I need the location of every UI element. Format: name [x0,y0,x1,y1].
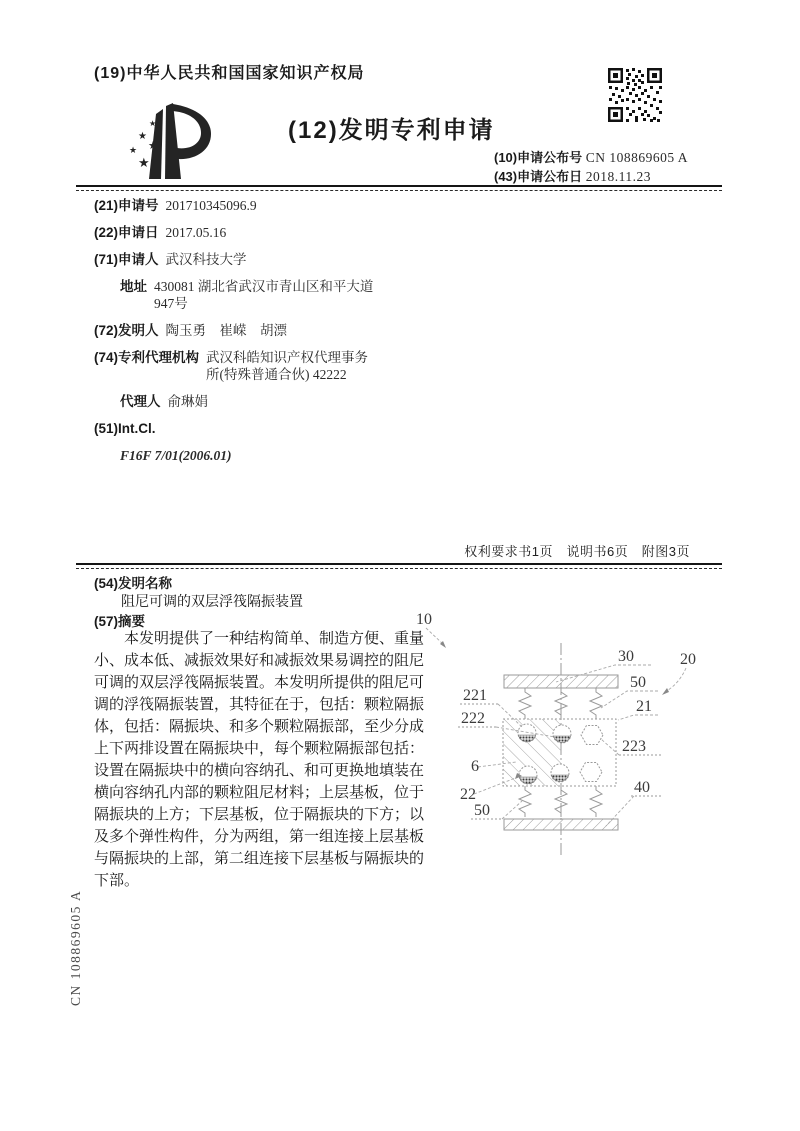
field-label: 代理人 [120,394,161,409]
field-value: 武汉科技大学 [165,252,247,267]
hex-hole [580,763,602,782]
ref-label-222: 222 [461,710,485,727]
field-value: 2017.05.16 [165,225,227,240]
publication-number-label: (10)申请公布号 [494,150,583,165]
field-value: 430081 湖北省武汉市青山区和平大道947号 [154,279,374,311]
cnipa-logo-icon [126,101,216,181]
ref-label-50-bottom: 50 [474,802,490,819]
agency-row [94,349,446,383]
application-date-row [94,224,446,241]
agent-row [94,393,446,410]
abstract-label: (57)摘要 [94,614,146,629]
svg-text:★: ★ [129,145,138,155]
invention-title: 阻尼可调的双层浮筏隔振装置 [121,593,303,609]
field-label: 地址 [120,279,147,294]
section-rule [76,563,722,565]
patent-drawing [408,598,730,865]
field-value: 俞琳娟 [167,394,208,409]
ref-label-6: 6 [471,758,479,775]
svg-text:★: ★ [138,131,147,142]
applicant-row [94,251,446,268]
ipc-class-value: F16F 7/01(2006.01) [120,448,232,463]
publication-date-value: 2018.11.23 [585,169,651,184]
field-label: (74)专利代理机构 [94,350,200,365]
header-rule [76,185,722,187]
field-value: 武汉科皓知识产权代理事务所(特殊普通合伙) 42222 [206,350,369,382]
ref-label-223: 223 [622,738,646,755]
publication-number-value: CN 108869605 A [585,150,689,165]
qr-code-icon [607,67,663,123]
issuing-office-title: (19)中华人民共和国国家知识产权局 [94,65,365,82]
svg-text:★: ★ [138,155,150,170]
applicant-address-row [94,278,446,312]
publication-date-label: (43)申请公布日 [494,169,583,184]
upper-base-plate [504,675,618,688]
ref-label-40: 40 [634,779,650,796]
field-label: (72)发明人 [94,323,159,338]
svg-text:★: ★ [148,140,158,152]
side-publication-code: CN 108869605 A [68,889,83,1006]
invention-title-label: (54)发明名称 [94,576,173,591]
ref-label-50-top: 50 [630,674,646,691]
ref-label-21: 21 [636,698,652,715]
document-type-title: (12)发明专利申请 [288,117,495,144]
spring-icon [590,688,602,719]
ipc-class-row [94,447,446,464]
ref-label-22: 22 [460,786,476,803]
field-value: 陶玉勇 崔嵘 胡漂 [165,323,288,338]
abstract-text: 本发明提供了一种结构简单、制造方便、重量小、成本低、减振效果好和减振效果易调控的阻尼可调的双层浮筏隔振装置。本发明所提供的阻尼可调的浮筏隔振装置，其特征在于，包括：颗粒隔振体，包括：隔振块、和多个颗粒隔振部，至少分成上下两排设置在隔振块中，每个颗粒隔振部包括：设置在隔振块中的横向容纳孔、和可更换地填装在横向容纳孔内部的颗粒阻尼材料；上层基板，位于隔振块的上方；下层基板，位于隔振块的下方；以及多个弹性构件，分为两组，第一组连接上层基板与隔振块的上部，第二组连接下层基板与隔振块的下部。 [94,630,425,889]
field-label: (71)申请人 [94,252,159,267]
ref-label-10: 10 [416,611,432,628]
svg-text:★: ★ [149,119,157,128]
ref-label-20: 20 [680,651,696,668]
ref-label-221: 221 [463,687,487,704]
lower-base-plate [504,819,618,830]
hex-hole [581,726,603,745]
header-rule-dashed [76,190,722,191]
field-label: (51)Int.Cl. [94,421,156,436]
spring-icon [590,786,602,817]
document-pages-summary: 权利要求书1页 说明书6页 附图3页 [464,544,690,559]
publication-info [494,148,688,186]
ref-label-30: 30 [618,648,634,665]
field-label: (22)申请日 [94,225,159,240]
publication-number-line [494,148,688,167]
section-rule-dashed [76,568,722,569]
field-label: (21)申请号 [94,198,159,213]
ipc-header-row [94,420,446,437]
bibliographic-data [94,197,446,474]
field-value: 201710345096.9 [165,198,257,213]
inventors-row [94,322,446,339]
application-number-row [94,197,446,214]
spring-icon [519,688,531,719]
publication-date-line [494,167,688,186]
